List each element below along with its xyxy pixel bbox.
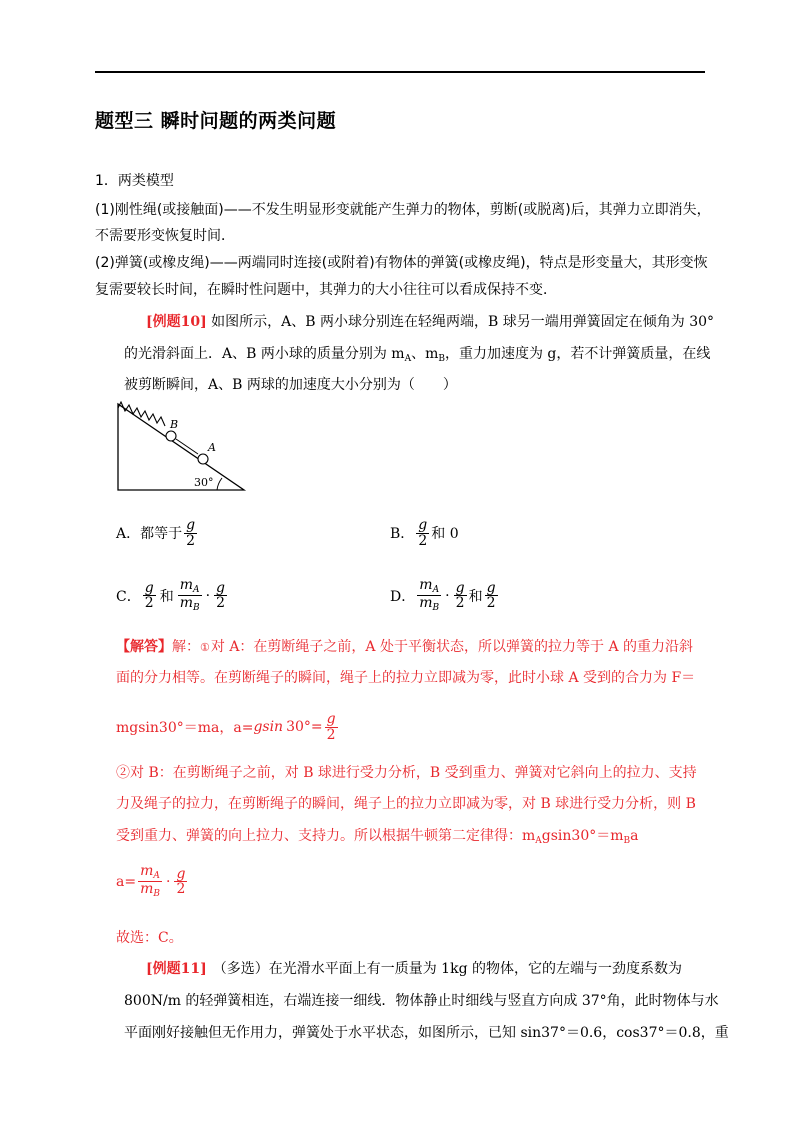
answer-line2: 面的分力相等。在剪断绳子的瞬间，绳子上的拉力立即减为零，此时小球 A 受到的合力为 F＝ [116, 670, 696, 686]
intro-p1-line2: 不需要形变恢复时间． [95, 228, 235, 244]
answer-conclusion: 故选：C。 [116, 930, 183, 946]
answer-line4: ②对 B：在剪断绳子之前，对 B 球进行受力分析，B 受到重力、弹簧对它斜向上的拉力、支持 [116, 765, 697, 781]
option-b[interactable]: B． $\frac{g}{2}$ 和 0 [390, 517, 459, 549]
ball-b [166, 431, 176, 441]
example10-line2: 的光滑斜面上．A、B 两小球的质量分别为 $m_A$、$m_B$，重力加速度为 g，若不计弹簧质量，在线 [124, 346, 711, 364]
example11-line2: 800N/m 的轻弹簧相连，右端连接一细线．物体静止时细线与竖直方向成 37°角，此时物体与水 [124, 993, 719, 1009]
intro-p1-line1: (1)刚性绳(或接触面)——不发生明显形变就能产生弹力的物体，剪断(或脱离)后，其弹力立即消失， [95, 202, 711, 218]
intro-p2-line2: 复需要较长时间，在瞬时性问题中，其弹力的大小往往可以看成保持不变． [95, 282, 557, 298]
example10-line1: [例题10] 如图所示，A、B 两小球分别连在轻绳两端，B 球另一端用弹簧固定在倾角为 30° [146, 314, 715, 330]
example11-line1: [例题11] （多选）在光滑水平面上有一质量为 1kg 的物体，它的左端与一劲度系数为 [146, 961, 682, 977]
answer-line6: 受到重力、弹簧的向上拉力、支持力。所以根据牛顿第二定律得：$m_Agsin30^\circ=m_Ba$ [116, 828, 639, 846]
example10-line3: 被剪断瞬间，A、B 两球的加速度大小分别为（ ） [124, 377, 457, 393]
svg-text:A: A [208, 441, 216, 454]
svg-text:30°: 30° [194, 476, 214, 489]
answer-line5: 力及绳子的拉力，在剪断绳子的瞬间，绳子上的拉力立即减为零，对 B 球进行受力分析，则 B [116, 796, 696, 812]
answer-line7: a= $\frac{m_A}{m_B}$ · $\frac{g}{2}$ [116, 863, 186, 900]
option-c[interactable]: C． $\frac{g}{2}$ 和 $\frac{m_A}{m_B}$ · $\frac{g}{2}$ [116, 577, 226, 614]
svg-text:B: B [170, 418, 179, 431]
example10-label: [例题10] [146, 314, 207, 330]
answer-line1: 【解答】解：①对 A：在剪断绳子之前，A 处于平衡状态，所以弹簧的拉力等于 A 的重力沿斜 [116, 639, 694, 655]
section-title: 题型三 瞬时问题的两类问题 [95, 110, 337, 132]
ball-a [198, 454, 208, 464]
header-rule [95, 71, 705, 73]
option-d[interactable]: D． $\frac{m_A}{m_B}$ · $\frac{g}{2}$ 和 $\frac{g}{2}$ [390, 577, 496, 614]
intro-heading: 1．两类模型 [95, 173, 174, 189]
answer-tag: 【解答】 [116, 639, 172, 655]
option-a[interactable]: A．都等于 $\frac{g}{2}$ [116, 517, 196, 549]
spring-icon [118, 402, 165, 426]
incline-figure [112, 398, 252, 494]
example11-line3: 平面刚好接触但无作用力，弹簧处于水平状态，如图所示，已知 sin37°＝0.6，cos37°＝0.8，重 [124, 1025, 729, 1041]
answer-line3: mgsin30°＝ma，a= gsin 30°= $\frac{g}{2}$ [116, 711, 336, 743]
example11-label: [例题11] [146, 961, 207, 977]
intro-p2-line1: (2)弹簧(或橡皮绳)——两端同时连接(或附着)有物体的弹簧(或橡皮绳)，特点是形变量大，其形变恢 [95, 255, 708, 271]
